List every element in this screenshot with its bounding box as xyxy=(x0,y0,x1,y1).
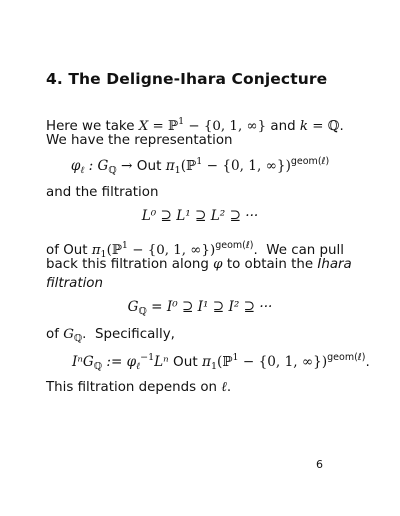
math-eq-2: = xyxy=(312,119,324,134)
paragraph-specifically: of $G_ℚ$. Specifically, xyxy=(46,327,175,344)
section-title: The Deligne-Ihara Conjecture xyxy=(68,70,328,88)
paragraph-intro-line1: Here we take X = ℙ$^1$ − {0, 1, ∞} and k = ℚ. xyxy=(46,116,344,134)
math-sup-1: 1 xyxy=(178,116,185,127)
paragraph-pullback-line2: back this filtration along φ to obtain the Ihara xyxy=(46,257,352,272)
section-number: 4. xyxy=(46,70,63,88)
equation-InGQ: IⁿG$_ℚ$ := $\varphi_\ell^{-1}L^n$ Out $\pi_1(ℙ^1 - \{0$, 1, ∞})$^{geom(\ell)}$. xyxy=(72,352,370,372)
math-P: ℙ xyxy=(168,119,179,134)
math-k: k xyxy=(299,119,309,134)
paragraph-intro-line2 xyxy=(46,131,233,150)
text-and-the-filtration: and the filtration xyxy=(46,185,159,200)
paragraph-depends: This filtration depends on ℓ. xyxy=(46,380,232,395)
section-heading xyxy=(46,70,327,88)
paragraph-filtration xyxy=(46,183,158,202)
text-we-have-representation: We have the representation xyxy=(46,133,233,148)
page-number: 6 xyxy=(316,458,323,471)
paragraph-pullback-line1: of Out $\pi_1(ℙ^1 - \{0$, 1, ∞})$^{geom(\ell)}$. We can pull xyxy=(46,240,344,260)
equation-L-filtration: L⁰ ⊇ L¹ ⊇ L² ⊇ ··· xyxy=(141,208,259,224)
math-eq: = xyxy=(152,119,164,134)
text-and: and xyxy=(270,119,296,134)
math-X: X xyxy=(138,119,149,134)
paragraph-pullback-line3: filtration xyxy=(46,276,103,291)
equation-representation: $\varphi_\ell$ : $G_ℚ$ → Out $\pi_1(ℙ^1 - \{0$, 1, ∞})$^{geom(\ell)}$ xyxy=(70,156,330,176)
equation-I-filtration: $G_ℚ = I^0$ ⊇ I¹ ⊇ I² ⊇ ··· xyxy=(127,299,273,317)
math-Q: ℚ xyxy=(327,119,340,134)
text-here-we-take: Here we take xyxy=(46,119,135,134)
math-minus-set: − {0, 1, ∞} xyxy=(188,119,267,134)
